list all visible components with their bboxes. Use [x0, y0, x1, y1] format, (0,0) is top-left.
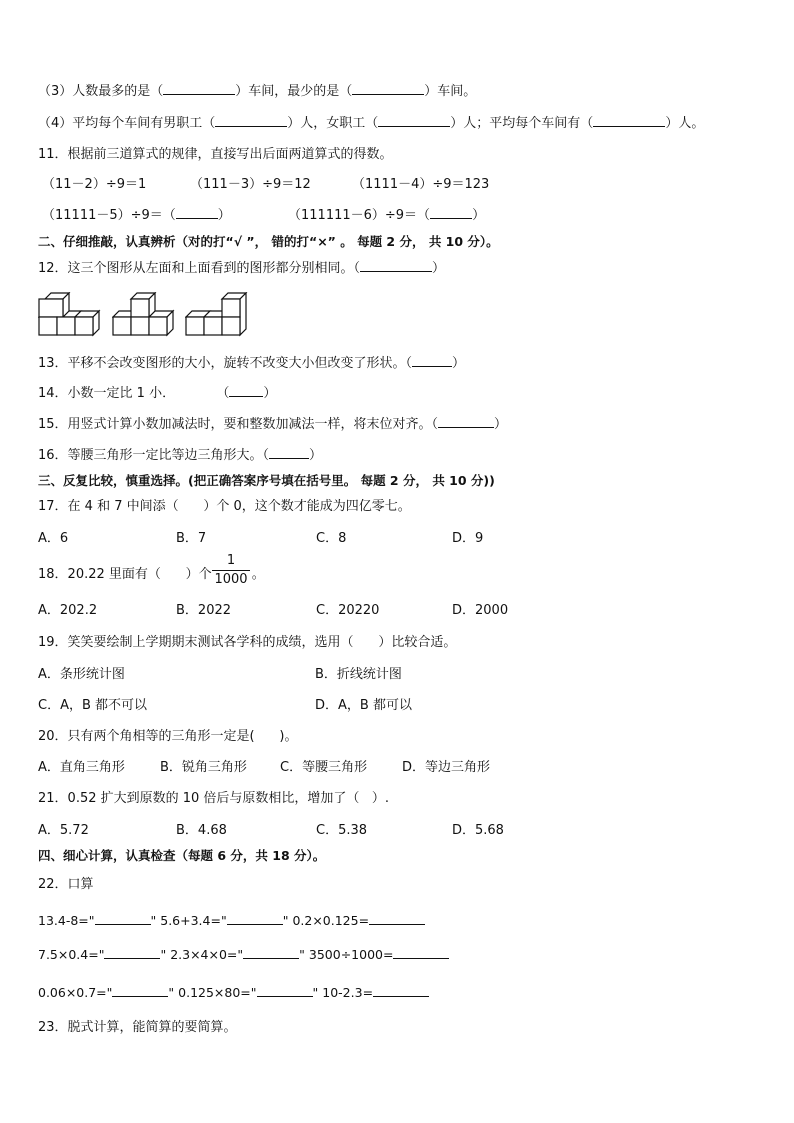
answer-blank[interactable]	[243, 946, 299, 959]
cube-figure-2	[112, 292, 178, 338]
q21-option-d[interactable]: D．5.68	[452, 823, 504, 838]
q23-title: 23．脱式计算，能简算的要简算。	[38, 1020, 237, 1035]
q22-row-2: 7.5×0.4=" " 2.3×4×0=" " 3500÷1000=	[38, 946, 449, 964]
q18-option-d[interactable]: D．2000	[452, 603, 509, 618]
answer-blank[interactable]	[369, 912, 425, 925]
q21-option-c[interactable]: C．5.38	[316, 823, 368, 838]
q15-stem: 15．用竖式计算小数加减法时，要和整数加减法一样，将末位对齐。（ ）	[38, 417, 508, 432]
answer-blank[interactable]	[352, 82, 424, 95]
q11-expr-4: （11111－5）÷9＝（ ）	[42, 208, 231, 223]
answer-blank[interactable]	[378, 114, 450, 127]
q19-option-b[interactable]: B．折线统计图	[315, 667, 402, 682]
q21-stem: 21．0.52 扩大到原数的 10 倍后与原数相比，增加了（ ）.	[38, 791, 389, 806]
answer-blank[interactable]	[593, 114, 665, 127]
q22-row-3: 0.06×0.7=" " 0.125×80=" " 10-2.3=	[38, 984, 429, 1002]
answer-blank[interactable]	[104, 946, 160, 959]
answer-blank[interactable]	[257, 984, 313, 997]
q17-option-a[interactable]: A．6	[38, 531, 69, 546]
answer-blank[interactable]	[215, 114, 287, 127]
q17-option-d[interactable]: D．9	[452, 531, 484, 546]
section-4-heading: 四、细心计算，认真检查（每题 6 分，共 18 分）。	[38, 848, 326, 863]
answer-blank[interactable]	[373, 984, 429, 997]
q17-option-b[interactable]: B．7	[176, 531, 207, 546]
q22-title: 22．口算	[38, 877, 94, 892]
section-2-heading: 二、仔细推敲，认真辨析（对的打“√ ”， 错的打“×” 。 每题 2 分， 共 10 分）。	[38, 234, 499, 249]
cube-figure-1	[38, 292, 104, 338]
answer-blank[interactable]	[163, 82, 235, 95]
answer-blank[interactable]	[412, 354, 452, 367]
q19-stem: 19．笑笑要绘制上学期期末测试各学科的成绩，选用（ ）比较合适。	[38, 635, 457, 650]
q18-option-a[interactable]: A．202.2	[38, 603, 98, 618]
q19-option-d[interactable]: D．A，B 都可以	[315, 698, 412, 713]
answer-blank[interactable]	[176, 206, 218, 219]
q12-stem: 12．这三个图形从左面和上面看到的图形都分别相同。（ ）	[38, 261, 446, 276]
answer-blank[interactable]	[112, 984, 168, 997]
answer-blank[interactable]	[360, 259, 432, 272]
q14-stem: 14．小数一定比 1 小． （ ）	[38, 386, 277, 401]
answer-blank[interactable]	[229, 384, 263, 397]
q18-stem: 18．20.22 里面有（ ）个 。	[38, 567, 265, 582]
q17-stem: 17．在 4 和 7 中间添（ ）个 0，这个数才能成为四亿零七。	[38, 499, 411, 514]
q11-expr-3: （1111－4）÷9＝123	[352, 177, 490, 192]
q21-option-b[interactable]: B．4.68	[176, 823, 227, 838]
q21-option-a[interactable]: A．5.72	[38, 823, 89, 838]
fraction-numerator: 1	[226, 553, 236, 568]
q13-stem: 13．平移不会改变图形的大小，旋转不改变大小但改变了形状。（ ）	[38, 356, 466, 371]
q18-option-b[interactable]: B．2022	[176, 603, 232, 618]
q11-title: 11．根据前三道算式的规律，直接写出后面两道算式的得数。	[38, 147, 393, 162]
q10-part4: （4）平均每个车间有男职工（ ）人，女职工（ ）人；平均每个车间有（ ）人。	[38, 116, 705, 131]
q20-stem: 20．只有两个角相等的三角形一定是( )。	[38, 729, 298, 744]
fraction-bar	[212, 570, 250, 571]
q18-option-c[interactable]: C．20220	[316, 603, 380, 618]
q10-part3: （3）人数最多的是（ ）车间，最少的是（ ）车间。	[38, 84, 477, 99]
answer-blank[interactable]	[269, 446, 309, 459]
q20-option-d[interactable]: D．等边三角形	[402, 760, 491, 775]
q20-option-c[interactable]: C．等腰三角形	[280, 760, 368, 775]
q16-stem: 16．等腰三角形一定比等边三角形大。（ ）	[38, 448, 323, 463]
q19-option-a[interactable]: A．条形统计图	[38, 667, 125, 682]
answer-blank[interactable]	[430, 206, 472, 219]
answer-blank[interactable]	[95, 912, 151, 925]
cube-figure-3	[185, 292, 251, 338]
fraction-one-thousandth	[212, 553, 250, 588]
q19-option-c[interactable]: C．A，B 都不可以	[38, 698, 148, 713]
q11-expr-5: （111111－6）÷9＝（ ）	[288, 208, 486, 223]
q11-expr-2: （111－3）÷9＝12	[190, 177, 311, 192]
q11-expr-1: （11－2）÷9＝1	[42, 177, 147, 192]
answer-blank[interactable]	[393, 946, 449, 959]
answer-blank[interactable]	[227, 912, 283, 925]
fraction-denominator: 1000	[214, 572, 248, 587]
q22-row-1: 13.4-8=" " 5.6+3.4=" " 0.2×0.125=	[38, 912, 425, 930]
q20-option-b[interactable]: B．锐角三角形	[160, 760, 247, 775]
section-3-heading: 三、反复比较，慎重选择。(把正确答案序号填在括号里。 每题 2 分， 共 10 分))	[38, 473, 495, 488]
answer-blank[interactable]	[438, 415, 494, 428]
q17-option-c[interactable]: C．8	[316, 531, 347, 546]
q20-option-a[interactable]: A．直角三角形	[38, 760, 125, 775]
